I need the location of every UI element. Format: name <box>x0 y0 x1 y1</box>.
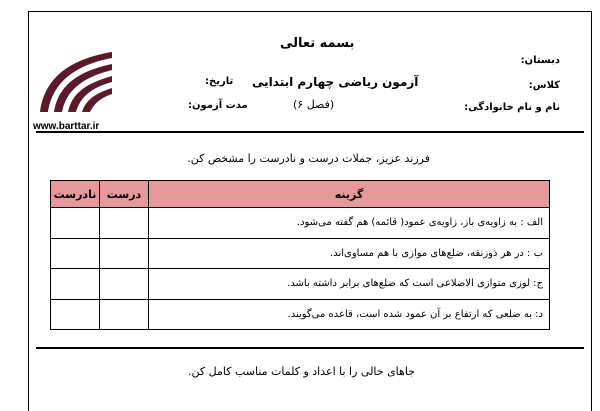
true-false-table <box>50 180 550 330</box>
incorrect-answer-cell[interactable] <box>51 238 100 269</box>
section2-instruction: جاهای خالی را با اعداد و کلمات مناسب کامل کن. <box>188 365 415 378</box>
correct-answer-cell[interactable] <box>100 238 149 269</box>
incorrect-answer-cell[interactable] <box>51 299 100 330</box>
correct-answer-cell[interactable] <box>100 208 149 239</box>
table-row <box>51 299 550 330</box>
student-name-label: نام و نام خانوادگی: <box>464 102 560 113</box>
incorrect-column-header: نادرست <box>51 181 100 208</box>
barttar-logo-icon <box>34 46 116 116</box>
statement-cell: الف : به زاویه‌ی باز، زاویه‌ی عمود( قائمه) هم گفته می‌شود. <box>149 208 550 239</box>
class-label: کلاس: <box>528 80 560 91</box>
incorrect-answer-cell[interactable] <box>51 269 100 300</box>
option-column-header: گزینه <box>149 181 550 208</box>
date-label: تاریخ: <box>205 76 234 87</box>
table-row <box>51 269 550 300</box>
incorrect-answer-cell[interactable] <box>51 208 100 239</box>
duration-label: مدت آزمون: <box>188 100 248 111</box>
correct-answer-cell[interactable] <box>100 299 149 330</box>
exam-title: آزمون ریاضی چهارم ابتدایی <box>252 75 419 89</box>
table-row <box>51 238 550 269</box>
statement-cell: ب : در هر ذوزنقه، ضلع‌های موازی با هم مساوی‌اند. <box>149 238 550 269</box>
statement-cell: ج: لوزی متوازی الاضلاعی است که ضلع‌های برابر داشته باشد. <box>149 269 550 300</box>
section1-instruction: فرزند عزیز، جملات درست و نادرست را مشخص کن. <box>187 152 430 165</box>
bismillah-heading: بسمه تعالی <box>280 36 355 51</box>
correct-column-header: درست <box>100 181 149 208</box>
statement-cell: د: به ضلعی که ارتفاع بر آن عمود شده است، قاعده می‌گویند. <box>149 299 550 330</box>
correct-answer-cell[interactable] <box>100 269 149 300</box>
divider-line <box>36 347 584 349</box>
website-url[interactable]: www.barttar.ir <box>33 121 100 132</box>
table-row <box>51 208 550 239</box>
divider-line <box>36 131 584 133</box>
school-label: دبستان: <box>520 55 560 66</box>
chapter-label: (فصل ۶) <box>293 98 335 111</box>
